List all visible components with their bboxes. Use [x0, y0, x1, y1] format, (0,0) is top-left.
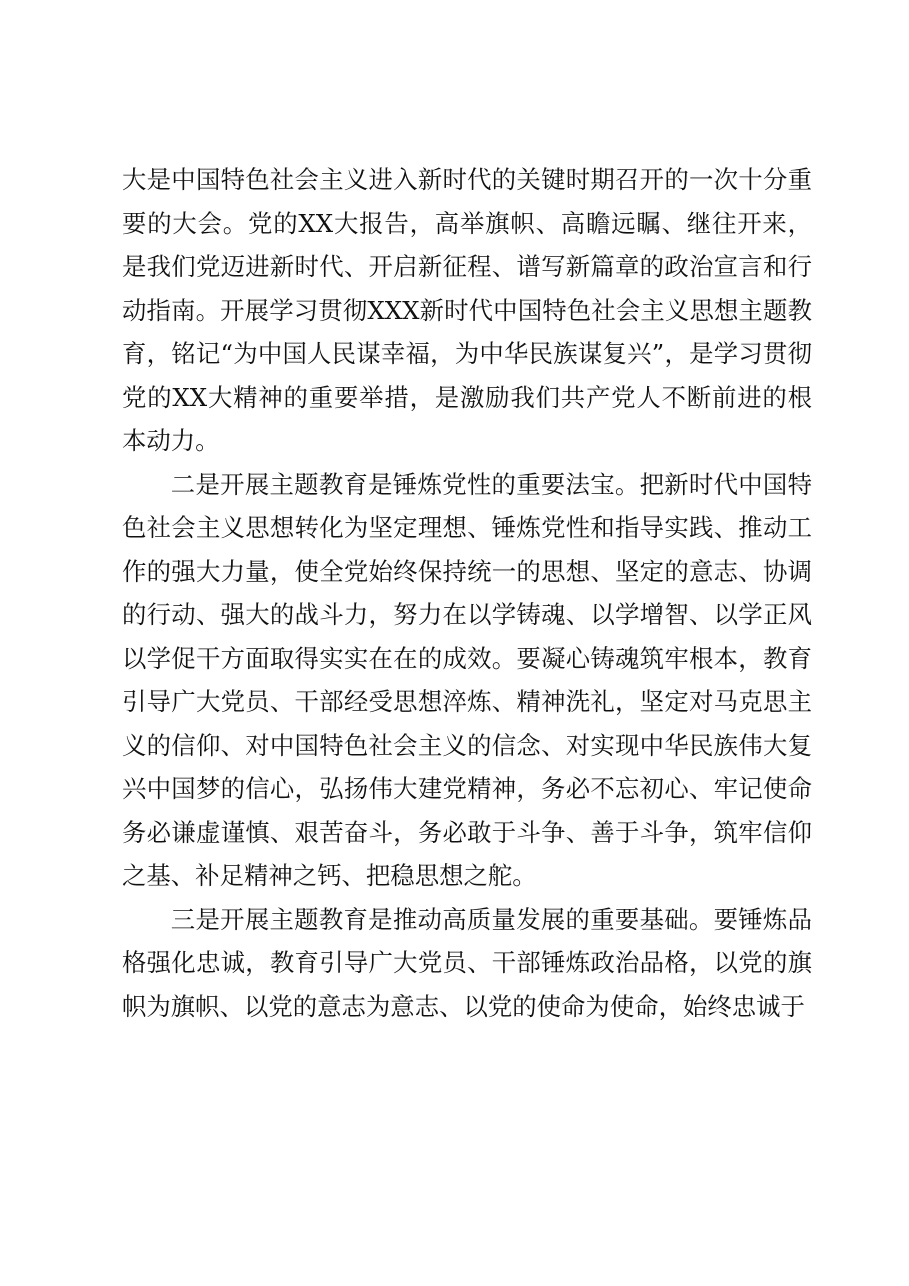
- document-body: [122, 158, 812, 1028]
- paragraph-point-three: 三是开展主题教育是推动高质量发展的重要基础。要锤炼品格强化忠诚，教育引导广大党员、干部锤炼政治品格，以党的旗帜为旗帜、以党的意志为意志、以党的使命为使命，始终忠诚于: [122, 904, 812, 1021]
- paragraph-continuation: 大是中国特色社会主义进入新时代的关键时期召开的一次十分重要的大会。党的XX大报告，高举旗帜、高瞻远瞩、继往开来，是我们党迈进新时代、开启新征程、谱写新篇章的政治宣言和行动指南。开展学习贯彻XXX新时代中国特色社会主义思想主题教育，铭记“为中国人民谋幸福，为中华民族谋复兴”，是学习贯彻党的XX大精神的重要举措，是激励我们共产党人不断前进的根本动力。: [122, 165, 812, 455]
- paragraph-point-two: 二是开展主题教育是锤炼党性的重要法宝。把新时代中国特色社会主义思想转化为坚定理想、锤炼党性和指导实践、推动工作的强大力量，使全党始终保持统一的思想、坚定的意志、协调的行动、强大的战斗力，努力在以学铸魂、以学增智、以学正风以学促干方面取得实实在在的成效。要凝心铸魂筑牢根本，教育引导广大党员、干部经受思想淬炼、精神洗礼，坚定对马克思主义的信仰、对中国特色社会主义的信念、对实现中华民族伟大复兴中国梦的信心，弘扬伟大建党精神，务必不忘初心、牢记使命务必谦虚谨慎、艰苦奋斗，务必敢于斗争、善于斗争，筑牢信仰之基、补足精神之钙、把稳思想之舵。: [122, 469, 812, 890]
